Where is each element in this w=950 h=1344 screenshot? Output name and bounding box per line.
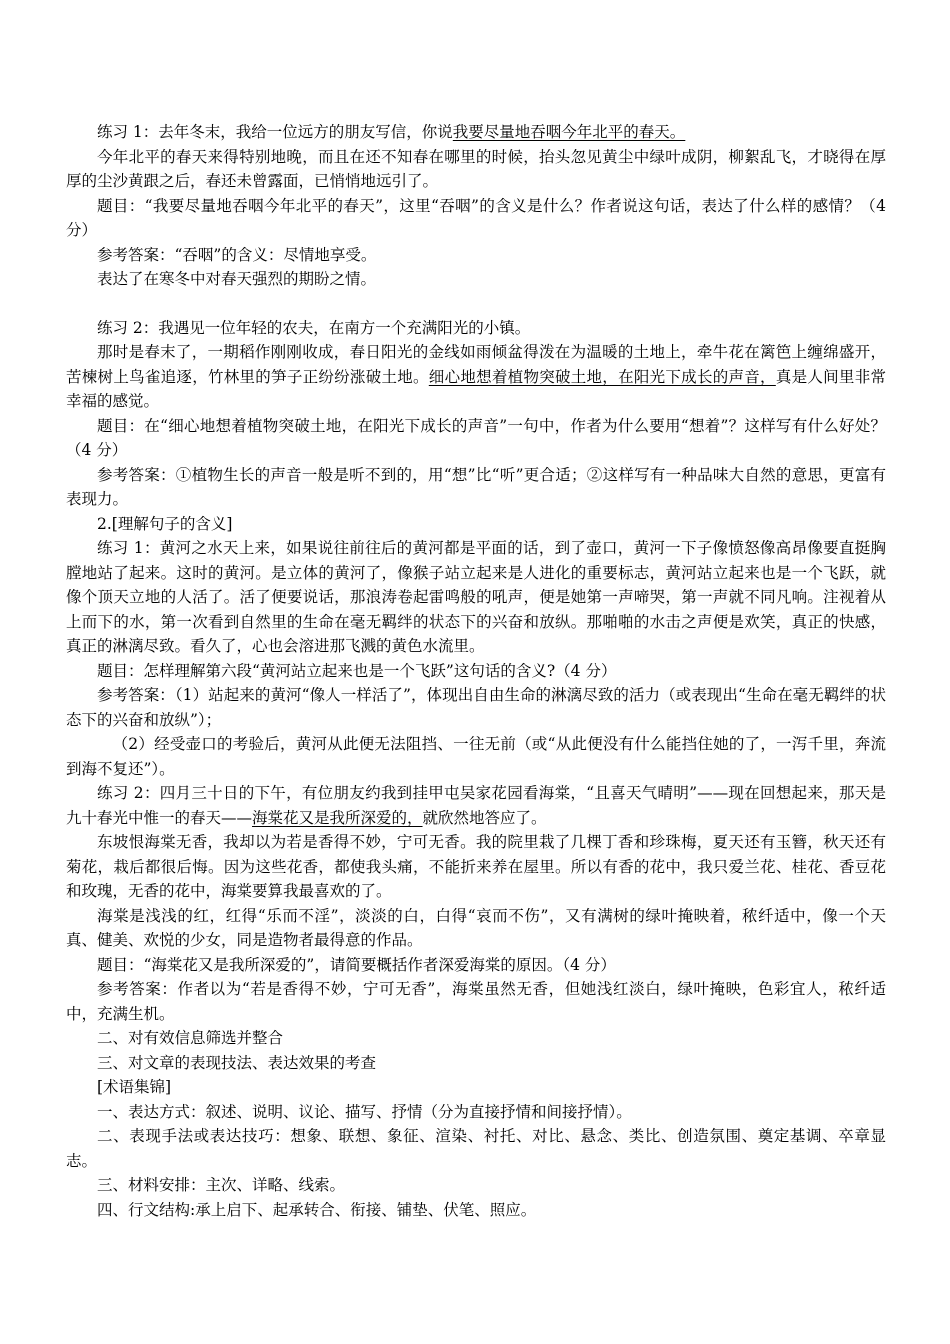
ex1b-passage: 练习 1：黄河之水天上来，如果说往前往后的黄河都是平面的话，到了壶口，黄河一下子像愤怒像高昂像要直挺胸膛地站了起来。这时的黄河。是立体的黄河了，像猴子站立起来是人进化的重要标志，黄河站立起来也是一个飞跃，就像个顶天立地的人活了。活了便要说话，那浪涛卷起雷鸣般的吼声，便是她第一声啼哭，第一声就不同凡响。注视着从上而下的水，第一次看到自然里的生命在毫无羁绊的状态下的兴奋和放纵。那啪啪的水击之声便是欢笑，真正的快感，真正的淋漓尽致。看久了，心也会溶进那飞溅的黄色水流里。 xyxy=(66,539,886,655)
ex2a-answer: 参考答案：①植物生长的声音一般是听不到的，用“想”比“听”更合适；②这样写有一种品味大自然的意思，更富有表现力。 xyxy=(66,465,886,508)
terms-title: [术语集锦] xyxy=(97,1078,172,1096)
term-4: 四、行文结构:承上启下、起承转合、衔接、铺垫、伏笔、照应。 xyxy=(97,1200,537,1219)
term-3: 三、材料安排：主次、详略、线索。 xyxy=(97,1176,346,1194)
ex2a-passage-pre: 那时是春末了，一期稻作刚刚收成，春日阳光的金线如雨倾盆得泼在为温暖的土地上，牵牛花在篱笆上缠绵盛开，苦楝树上鸟雀追逐，竹林里的笋子正纷纷涨破土地。 xyxy=(66,343,886,386)
section-c-heading: 三、对文章的表现技法、表达效果的考查 xyxy=(97,1053,377,1072)
ex2b-passage xyxy=(66,781,886,830)
ex2b-passage-pre: 练习 2：四月三十日的下午，有位朋友约我到挂甲屯吴家花园看海棠，“且喜天气晴明”——现在回想起来，那天是九十春光中惟一的春天—— xyxy=(66,784,886,827)
ex2b-passage-post: 就欣然地答应了。 xyxy=(422,808,547,827)
ex2a-underlined: 细心地想着植物突破土地，在阳光下成长的声音， xyxy=(428,367,776,386)
ex1a-passage: 今年北平的春天来得特别地晚，而且在还不知春在哪里的时候，抬头忽见黄尘中绿叶成阴，柳絮乱飞，才晓得在厚厚的尘沙黄跟之后，春还未曾露面，已悄悄地远引了。 xyxy=(66,147,886,190)
term-2: 二、表现手法或表达技巧：想象、联想、象征、渲染、衬托、对比、悬念、类比、创造氛围、奠定基调、卒章显志。 xyxy=(66,1127,886,1170)
ex1b-answer2: （2）经受壶口的考验后，黄河从此便无法阻挡、一往无前（或“从此便没有什么能挡住她的了，一泻千里，奔流到海不复还”）。 xyxy=(66,735,886,778)
ex2b-underlined: 海棠花又是我所深爱的， xyxy=(252,808,423,827)
ex1a-answer1: 参考答案：“吞咽”的含义：尽情地享受。 xyxy=(97,245,377,264)
ex2b-passage3: 海棠是浅浅的红，红得“乐而不淫”，淡淡的白，白得“哀而不伤”，又有满树的绿叶掩映着，秾纤适中，像一个天真、健美、欢悦的少女，同是造物者最得意的作品。 xyxy=(66,906,886,949)
ex1b-question: 题目：怎样理解第六段“黄河站立起来也是一个飞跃”这句话的含义?（4 分） xyxy=(97,661,617,680)
term-1: 一、表达方式：叙述、说明、议论、描写、抒情（分为直接抒情和间接抒情）。 xyxy=(97,1102,632,1121)
ex1a-title xyxy=(66,120,886,145)
ex2a-passage xyxy=(66,340,886,414)
ex1a-underlined: 我要尽量地吞咽今年北平的春天。 xyxy=(452,123,686,141)
ex2b-passage2: 东坡恨海棠无香，我却以为若是香得不妙，宁可无香。我的院里栽了几棵丁香和珍珠梅，夏天还有玉簪，秋天还有菊花，栽后都很后悔。因为这些花香，都使我头痛，不能折来养在屋里。所以有香的花中，我只爱兰花、桂花、香豆花和玫瑰，无香的花中，海棠要算我最喜欢的了。 xyxy=(66,833,886,900)
ex1a-prefix: 练习 1：去年冬末，我给一位远方的朋友写信，你说 xyxy=(97,123,453,141)
section2-title: 2.[理解句子的含义] xyxy=(97,514,233,533)
ex2b-answer: 参考答案：作者以为“若是香得不妙，宁可无香”，海棠虽然无香，但她浅红淡白，绿叶掩映，色彩宜人，秾纤适中，充满生机。 xyxy=(66,980,886,1023)
ex2b-question: 题目：“海棠花又是我所深爱的”，请简要概括作者深爱海棠的原因。（4 分） xyxy=(97,955,616,974)
spacer xyxy=(66,292,886,316)
ex1a-answer2: 表达了在寒冬中对春天强烈的期盼之情。 xyxy=(97,270,377,288)
section-b-heading: 二、对有效信息筛选并整合 xyxy=(97,1029,284,1047)
ex1a-question: 题目：“我要尽量地吞咽今年北平的春天”，这里“吞咽”的含义是什么？作者说这句话，表达了什么样的感情？（4 分） xyxy=(66,196,886,239)
ex1b-answer1: 参考答案：（1）站起来的黄河“像人一样活了”，体现出自由生命的淋漓尽致的活力（或表现出“生命在毫无羁绊的状态下的兴奋和放纵”）； xyxy=(66,686,886,729)
ex2a-title: 练习 2：我遇见一位年轻的农夫，在南方一个充满阳光的小镇。 xyxy=(97,318,531,337)
ex2a-passage-post: 真是人间里非常幸福的感觉。 xyxy=(66,367,886,410)
ex2a-question: 题目：在“细心地想着植物突破土地，在阳光下成长的声音”一句中，作者为什么要用“想着”？这样写有什么好处？（4 分） xyxy=(66,416,886,459)
document-body xyxy=(66,120,886,1222)
